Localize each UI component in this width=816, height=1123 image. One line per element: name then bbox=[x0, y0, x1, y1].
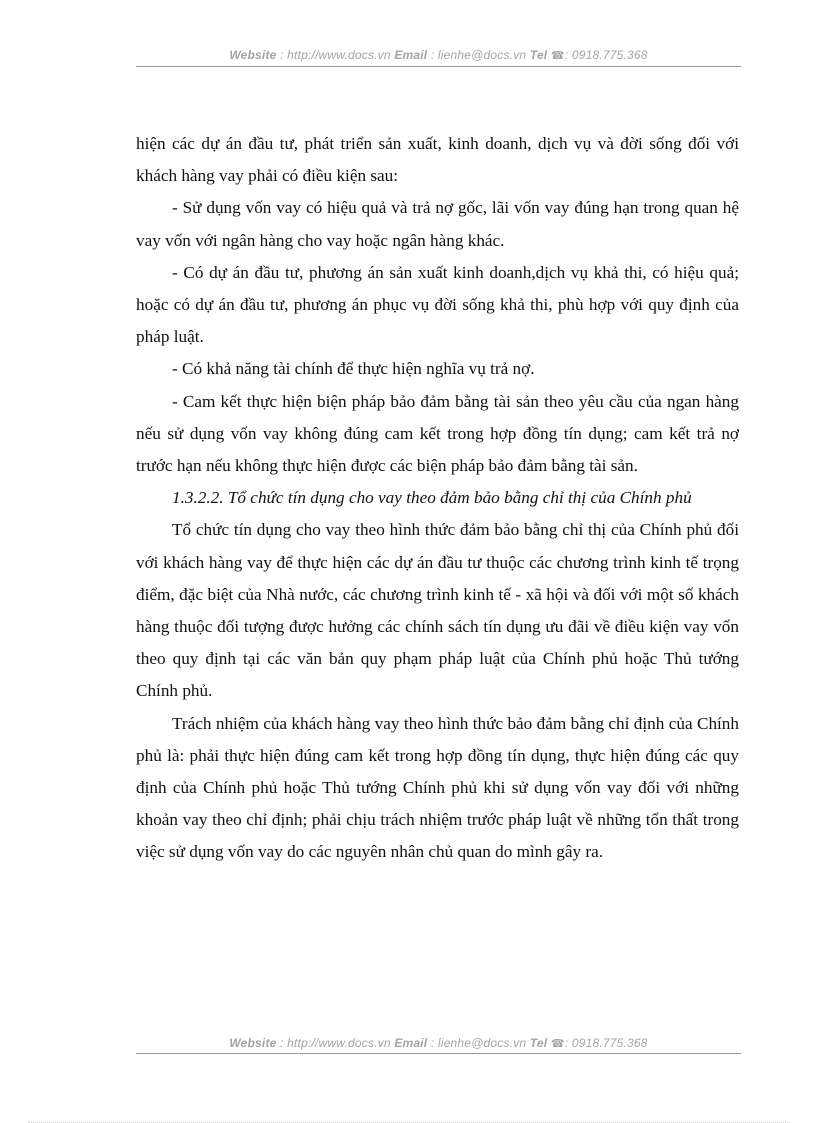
paragraph-6: Tổ chức tín dụng cho vay theo hình thức đảm bảo bằng chỉ thị của Chính phủ đối với khách hàng vay để thực hiện các dự án đầu tư thuộc các chương trình kinh tế trọng điểm, đặc biệt của Nhà nước, các chương trình kinh tế - xã hội và đối với một số khách hàng thuộc đối tượng được hưởng các chính sách tín dụng ưu đãi về điều kiện vay vốn theo quy định tại các văn bản quy phạm pháp luật của Chính phủ hoặc Thủ tướng Chính phủ. bbox=[136, 520, 739, 701]
paragraph-1: hiện các dự án đầu tư, phát triển sản xuất, kinh doanh, dịch vụ và đời sống đối với khách hàng vay phải có điều kiện sau: bbox=[136, 134, 739, 186]
footer-tel-label: Tel bbox=[529, 1036, 548, 1050]
phone-icon: ☎ bbox=[550, 1038, 565, 1050]
header-tel-label: Tel bbox=[529, 48, 548, 62]
header-tel-value: : 0918.775.368 bbox=[564, 48, 648, 62]
section-heading: 1.3.2.2. Tổ chức tín dụng cho vay theo đảm bảo bằng chỉ thị của Chính phủ bbox=[172, 488, 692, 508]
footer-website-link[interactable]: : http://www.docs.vn bbox=[276, 1036, 395, 1050]
header-website-label: Website bbox=[229, 48, 277, 62]
header-email-label: Email bbox=[394, 48, 428, 62]
page-footer bbox=[136, 1036, 741, 1050]
header-rule bbox=[136, 66, 741, 67]
footer-email-label: Email bbox=[394, 1036, 428, 1050]
page-header bbox=[136, 48, 741, 62]
header-email-link[interactable]: : lienhe@docs.vn bbox=[427, 48, 530, 62]
document-body bbox=[136, 128, 739, 869]
paragraph-7: Trách nhiệm của khách hàng vay theo hình thức bảo đảm bằng chỉ định của Chính phủ là: phải thực hiện đúng cam kết trong hợp đồng tín dụng, thực hiện đúng các quy định của Chính phủ hoặc Thủ tướng Chính phủ khi sử dụng vốn vay đối với những khoản vay theo chỉ định; phải chịu trách nhiệm trước pháp luật về những tổn thất trong việc sử dụng vốn vay do các nguyên nhân chủ quan do mình gây ra. bbox=[136, 713, 739, 862]
header-website-link[interactable]: : http://www.docs.vn bbox=[276, 48, 395, 62]
footer-email-link[interactable]: : lienhe@docs.vn bbox=[427, 1036, 530, 1050]
paragraph-5: - Cam kết thực hiện biện pháp bảo đảm bằng tài sản theo yêu cầu của ngan hàng nếu sử dụng vốn vay không đúng cam kết trong hợp đồng tín dụng; cam kết trả nợ trước hạn nếu không thực hiện được các biện pháp bảo đảm bằng tài sản. bbox=[136, 391, 739, 476]
paragraph-2: - Sử dụng vốn vay có hiệu quả và trả nợ gốc, lãi vốn vay đúng hạn trong quan hệ vay vốn với ngân hàng cho vay hoặc ngân hàng khác. bbox=[136, 198, 739, 250]
paragraph-3: - Có dự án đầu tư, phương án sản xuất kinh doanh,dịch vụ khả thi, có hiệu quả; hoặc có dự án đầu tư, phương án phục vụ đời sống khả thi, phù hợp với quy định của pháp luật. bbox=[136, 262, 739, 347]
footer-website-label: Website bbox=[229, 1036, 277, 1050]
phone-icon: ☎ bbox=[550, 50, 565, 62]
paragraph-4: - Có khả năng tài chính để thực hiện nghĩa vụ trả nợ. bbox=[172, 359, 535, 379]
footer-tel-value: : 0918.775.368 bbox=[564, 1036, 648, 1050]
footer-rule bbox=[136, 1053, 741, 1054]
